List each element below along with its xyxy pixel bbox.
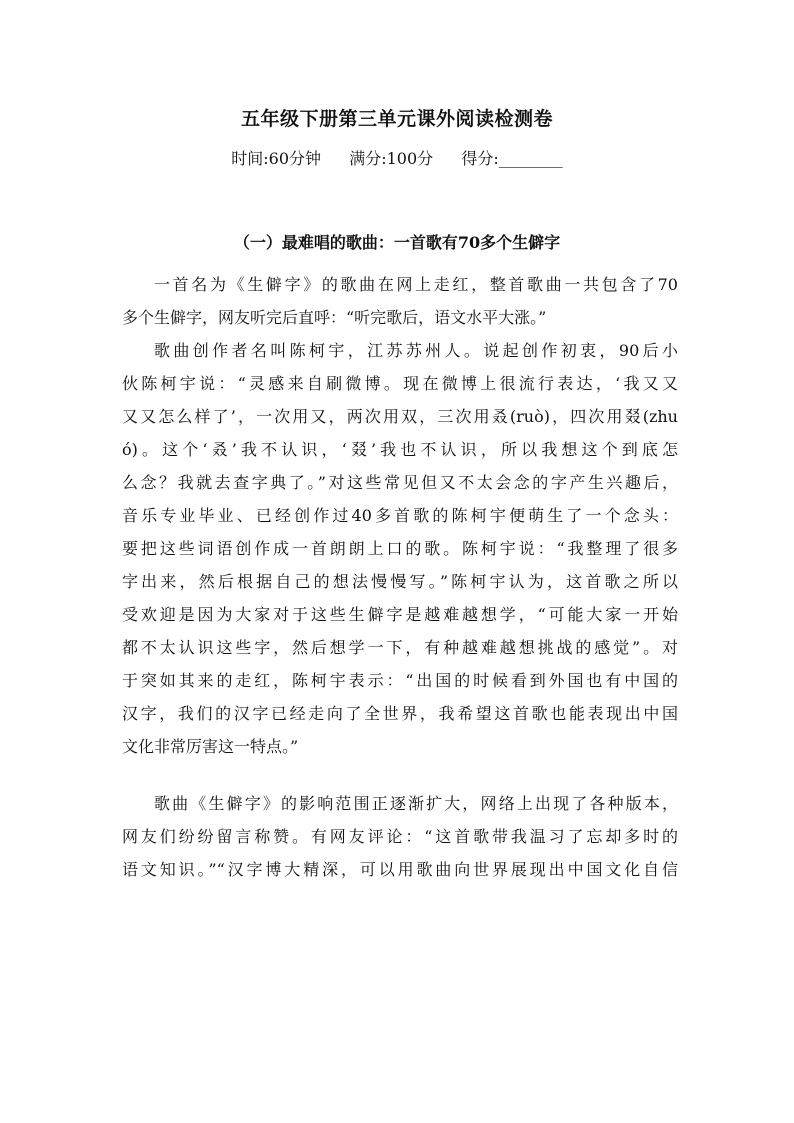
paragraph-line: 汉字，我们的汉字已经走向了全世界，我希望这首歌也能表现出中国 [122,704,678,723]
paragraph-line: 受欢迎是因为大家对于这些生僻字是越难越想学，“可能大家一开始 [122,605,678,624]
score-field: 得分:________ [461,149,563,168]
paragraph-line: 多个生僻字，网友听完后直呼：“听完歌后，语文水平大涨。” [122,308,547,327]
exam-meta [0,146,794,169]
paragraph-line: 于突如其来的走红，陈柯宇表示：“出国的时候看到外国也有中国的 [122,671,678,690]
paragraph-line: 歌曲《生僻字》的影响范围正逐渐扩大，网络上出现了各种版本， [154,794,678,813]
section-title: （一）最难唱的歌曲：一首歌有70多个生僻字 [233,233,561,252]
document-title: 五年级下册第三单元课外阅读检测卷 [240,108,553,130]
paragraph-line: 么念？我就去查字典了。”对这些常见但又不太会念的字产生兴趣后， [122,473,678,492]
full-score: 满分:100分 [349,149,434,168]
paragraph-line: 语文知识。”“汉字博大精深，可以用歌曲向世界展现出中国文化自信 [122,860,678,879]
paragraph-line: 都不太认识这些字，然后想学一下，有种越难越想挑战的感觉”。对 [122,638,678,657]
article-body [122,268,678,886]
paragraph-line: 歌曲创作者名叫陈柯宇，江苏苏州人。说起创作初衷，90后小 [154,341,678,360]
paragraph-line: 文化非常厉害这一特点。” [122,737,299,756]
paragraph-line: 要把这些词语创作成一首朗朗上口的歌。陈柯宇说：“我整理了很多 [122,539,678,558]
paragraph-line: 又又怎么样了’，一次用又，两次用双，三次用叒(ruò)，四次用叕(zhu [122,407,678,426]
paragraph-line: ó)。这个‘叒’我不认识，‘叕’我也不认识，所以我想这个到底怎 [122,440,678,459]
paragraph-spacer [122,763,678,787]
paragraph-line: 伙陈柯宇说：“灵感来自刷微博。现在微博上很流行表达，‘我又又 [122,374,678,393]
paragraph-line: 字出来，然后根据自己的想法慢慢写。”陈柯宇认为，这首歌之所以 [122,572,678,591]
paragraph-line: 网友们纷纷留言称赞。有网友评论：“这首歌带我温习了忘却多时的 [122,827,678,846]
time-limit: 时间:60分钟 [231,149,322,168]
paragraph-line: 一首名为《生僻字》的歌曲在网上走红，整首歌曲一共包含了70 [154,275,678,294]
paragraph-line: 音乐专业毕业、已经创作过40多首歌的陈柯宇便萌生了一个念头： [122,506,678,525]
